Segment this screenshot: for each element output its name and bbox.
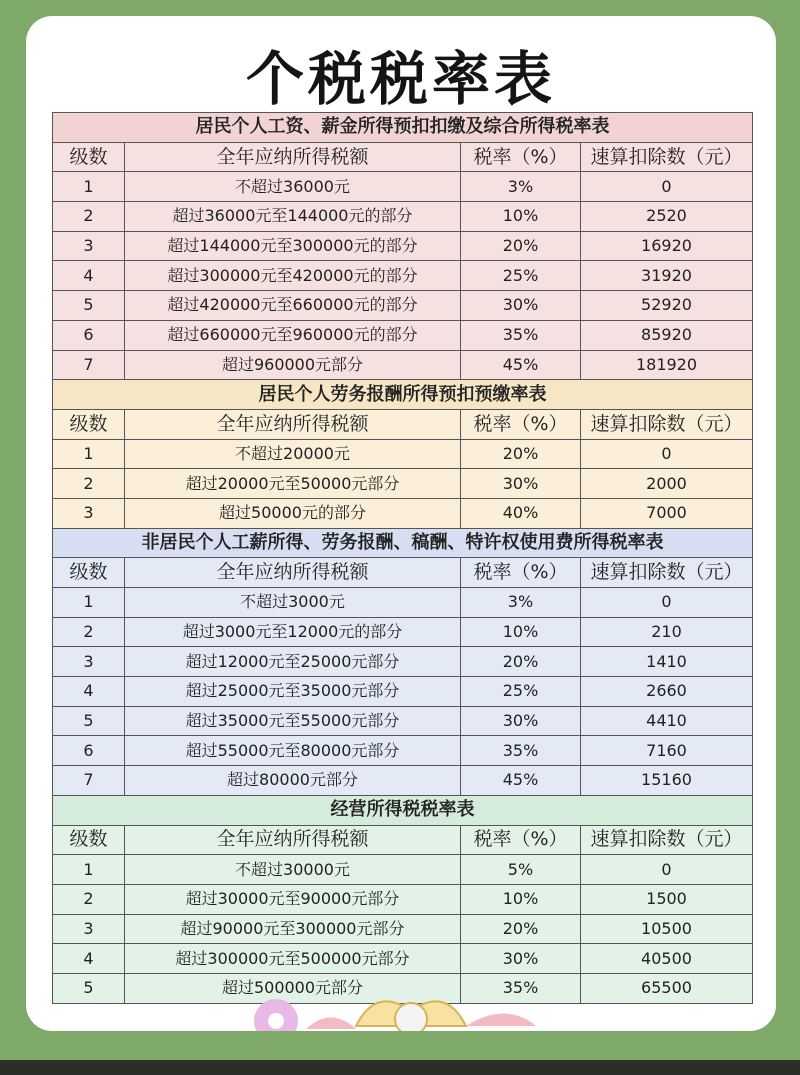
- table-cell: 0: [581, 855, 753, 885]
- table-cell: 2: [53, 202, 125, 232]
- table-cell: 2520: [581, 202, 753, 232]
- table-cell: 85920: [581, 320, 753, 350]
- column-header: 级数: [53, 825, 125, 855]
- table-cell: 超过960000元部分: [125, 350, 461, 380]
- section-caption-row: [53, 795, 753, 825]
- table-cell: 不超过3000元: [125, 588, 461, 618]
- table-cell: 超过3000元至12000元的部分: [125, 617, 461, 647]
- table-cell: 30%: [461, 944, 581, 974]
- table-cell: 16920: [581, 231, 753, 261]
- table-cell: 1: [53, 172, 125, 202]
- column-header: 速算扣除数（元）: [581, 409, 753, 439]
- bow-decoration-icon: [236, 981, 576, 1031]
- table-cell: 6: [53, 320, 125, 350]
- page-title: 个税税率表: [245, 45, 556, 113]
- header-row: [53, 409, 753, 439]
- table-cell: 10%: [461, 202, 581, 232]
- header-row: [53, 142, 753, 172]
- bottom-bar: [0, 1060, 800, 1075]
- table-cell: 超过500000元部分: [125, 973, 461, 1003]
- table-cell: 超过144000元至300000元的部分: [125, 231, 461, 261]
- table-cell: 10500: [581, 914, 753, 944]
- table-row: [53, 291, 753, 321]
- table-cell: 超过35000元至55000元部分: [125, 706, 461, 736]
- column-header: 级数: [53, 142, 125, 172]
- table-cell: 超过300000元至500000元部分: [125, 944, 461, 974]
- section-caption: 居民个人劳务报酬所得预扣预缴率表: [53, 380, 753, 410]
- table-row: [53, 202, 753, 232]
- table-cell: 1500: [581, 884, 753, 914]
- table-cell: 31920: [581, 261, 753, 291]
- table-cell: 0: [581, 172, 753, 202]
- table-cell: 20%: [461, 914, 581, 944]
- table-cell: 20%: [461, 231, 581, 261]
- table-cell: 0: [581, 588, 753, 618]
- table-cell: 2: [53, 617, 125, 647]
- table-cell: 2000: [581, 469, 753, 499]
- table-cell: 45%: [461, 350, 581, 380]
- tax-card: [26, 16, 776, 1031]
- table-row: [53, 350, 753, 380]
- table-cell: 7: [53, 766, 125, 796]
- table-row: [53, 677, 753, 707]
- table-cell: 5: [53, 291, 125, 321]
- table-row: [53, 647, 753, 677]
- table-cell: 超过12000元至25000元部分: [125, 647, 461, 677]
- table-cell: 1: [53, 439, 125, 469]
- table-cell: 20%: [461, 439, 581, 469]
- table-cell: 25%: [461, 677, 581, 707]
- table-cell: 40%: [461, 498, 581, 528]
- column-header: 速算扣除数（元）: [581, 825, 753, 855]
- column-header: 速算扣除数（元）: [581, 558, 753, 588]
- table-cell: 10%: [461, 617, 581, 647]
- column-header: 税率（%）: [461, 558, 581, 588]
- table-cell: 210: [581, 617, 753, 647]
- table-cell: 5: [53, 973, 125, 1003]
- table-cell: 2: [53, 469, 125, 499]
- table-cell: 25%: [461, 261, 581, 291]
- table-cell: 30%: [461, 469, 581, 499]
- tax-rate-table: [52, 112, 753, 1004]
- table-cell: 7160: [581, 736, 753, 766]
- table-cell: 3: [53, 914, 125, 944]
- table-cell: 2: [53, 884, 125, 914]
- column-header: 级数: [53, 409, 125, 439]
- table-cell: 超过50000元的部分: [125, 498, 461, 528]
- table-cell: 40500: [581, 944, 753, 974]
- table-cell: 3: [53, 498, 125, 528]
- table-cell: 2660: [581, 677, 753, 707]
- table-cell: 不超过30000元: [125, 855, 461, 885]
- table-cell: 35%: [461, 736, 581, 766]
- table-cell: 不超过36000元: [125, 172, 461, 202]
- header-row: [53, 558, 753, 588]
- table-cell: 1: [53, 855, 125, 885]
- table-cell: 超过20000元至50000元部分: [125, 469, 461, 499]
- column-header: 全年应纳所得税额: [125, 409, 461, 439]
- table-cell: 181920: [581, 350, 753, 380]
- table-cell: 35%: [461, 973, 581, 1003]
- section-caption: 居民个人工资、薪金所得预扣扣缴及综合所得税率表: [53, 113, 753, 143]
- header-row: [53, 825, 753, 855]
- table-cell: 超过30000元至90000元部分: [125, 884, 461, 914]
- table-cell: 5: [53, 706, 125, 736]
- table-cell: 超过420000元至660000元的部分: [125, 291, 461, 321]
- table-cell: 4: [53, 261, 125, 291]
- table-cell: 30%: [461, 706, 581, 736]
- table-cell: 超过90000元至300000元部分: [125, 914, 461, 944]
- table-row: [53, 766, 753, 796]
- table-cell: 35%: [461, 320, 581, 350]
- table-cell: 20%: [461, 647, 581, 677]
- column-header: 全年应纳所得税额: [125, 558, 461, 588]
- table-cell: 3%: [461, 588, 581, 618]
- table-cell: 1410: [581, 647, 753, 677]
- table-row: [53, 439, 753, 469]
- table-cell: 6: [53, 736, 125, 766]
- table-cell: 7000: [581, 498, 753, 528]
- table-row: [53, 231, 753, 261]
- table-cell: 3: [53, 647, 125, 677]
- table-cell: 10%: [461, 884, 581, 914]
- section-caption-row: [53, 113, 753, 143]
- table-row: [53, 884, 753, 914]
- table-row: [53, 914, 753, 944]
- table-cell: 65500: [581, 973, 753, 1003]
- table-cell: 超过660000元至960000元的部分: [125, 320, 461, 350]
- table-row: [53, 261, 753, 291]
- table-cell: 超过80000元部分: [125, 766, 461, 796]
- table-cell: 超过36000元至144000元的部分: [125, 202, 461, 232]
- column-header: 税率（%）: [461, 409, 581, 439]
- table-cell: 5%: [461, 855, 581, 885]
- column-header: 全年应纳所得税额: [125, 825, 461, 855]
- table-cell: 7: [53, 350, 125, 380]
- table-cell: 1: [53, 588, 125, 618]
- column-header: 税率（%）: [461, 825, 581, 855]
- section-caption-row: [53, 380, 753, 410]
- table-row: [53, 320, 753, 350]
- column-header: 税率（%）: [461, 142, 581, 172]
- table-row: [53, 172, 753, 202]
- table-cell: 超过55000元至80000元部分: [125, 736, 461, 766]
- section-caption: 非居民个人工薪所得、劳务报酬、稿酬、特许权使用费所得税率表: [53, 528, 753, 558]
- table-row: [53, 498, 753, 528]
- table-cell: 4: [53, 677, 125, 707]
- table-row: [53, 588, 753, 618]
- column-header: 全年应纳所得税额: [125, 142, 461, 172]
- table-cell: 超过300000元至420000元的部分: [125, 261, 461, 291]
- table-cell: 4: [53, 944, 125, 974]
- table-cell: 0: [581, 439, 753, 469]
- column-header: 速算扣除数（元）: [581, 142, 753, 172]
- table-cell: 3%: [461, 172, 581, 202]
- table-cell: 不超过20000元: [125, 439, 461, 469]
- section-caption-row: [53, 528, 753, 558]
- table-cell: 45%: [461, 766, 581, 796]
- table-row: [53, 617, 753, 647]
- table-cell: 超过25000元至35000元部分: [125, 677, 461, 707]
- table-cell: 30%: [461, 291, 581, 321]
- table-row: [53, 944, 753, 974]
- table-row: [53, 736, 753, 766]
- table-row: [53, 706, 753, 736]
- table-cell: 15160: [581, 766, 753, 796]
- column-header: 级数: [53, 558, 125, 588]
- table-cell: 4410: [581, 706, 753, 736]
- table-row: [53, 469, 753, 499]
- table-row: [53, 855, 753, 885]
- table-cell: 3: [53, 231, 125, 261]
- table-cell: 52920: [581, 291, 753, 321]
- section-caption: 经营所得税税率表: [53, 795, 753, 825]
